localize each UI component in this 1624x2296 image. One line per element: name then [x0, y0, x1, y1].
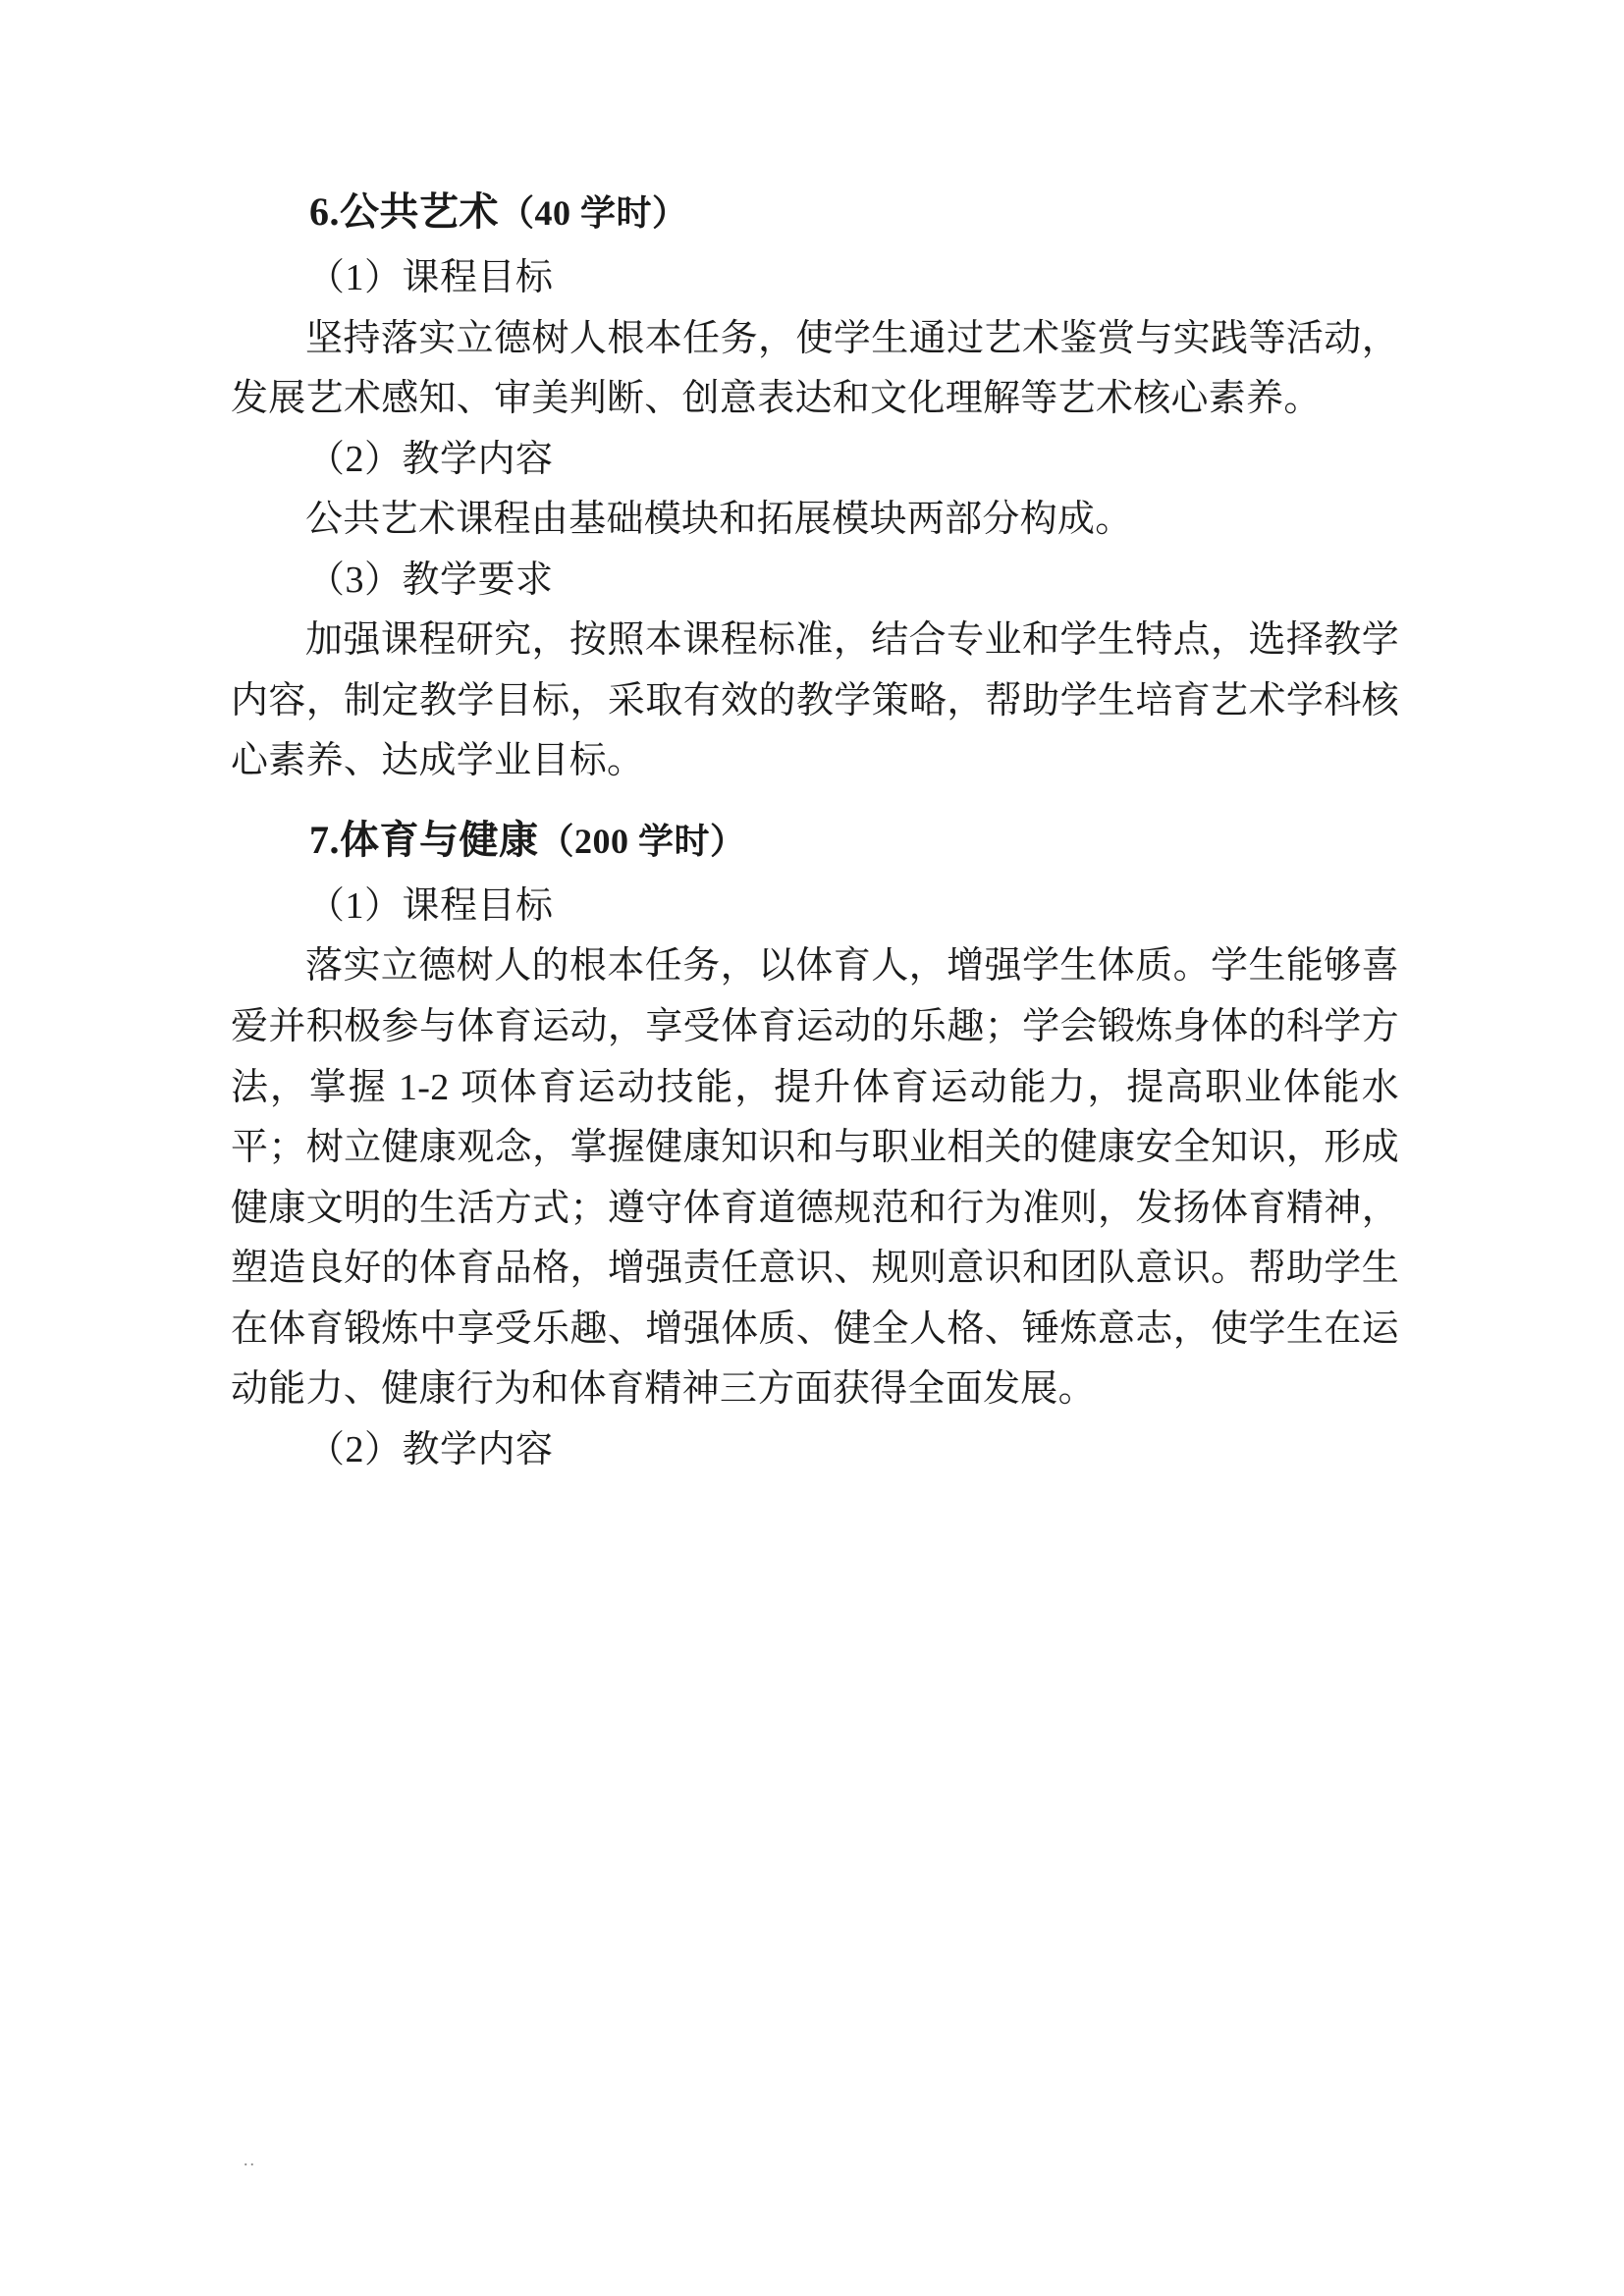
section-hours: （40 学时） — [499, 193, 688, 233]
item-body-teaching-content: 公共艺术课程由基础模块和拓展模块两部分构成。 — [305, 499, 1133, 541]
item-label-pe-teaching-content: （2）教学内容 — [307, 1428, 554, 1470]
item-label-teaching-requirements: （3）教学要求 — [307, 559, 554, 601]
item-label-pe-course-objectives: （1）课程目标 — [307, 884, 554, 927]
section-hours: （200 学时） — [538, 821, 746, 861]
document-content — [231, 182, 1399, 1480]
item-body-pe-course-objectives: 落实立德树人的根本任务，以体育人，增强学生体质。学生能够喜爱并积极参与体育运动，享受体育运动的乐趣；学会锻炼身体的科学方法，掌握 1-2 项体育运动技能，提升体育运动能力，提高职业体能水平；树立健康观念，掌握健康知识和与职业相关的健康安全知识，形成健康文明的生活方式；遵守体育道德规范和行为准则，发扬体育精神，塑造良好的体育品格，增强责任意识、规则意识和团队意识。帮助学生在体育锻炼中享受乐趣、增强体质、健全人格、锤炼意志，使学生在运动能力、健康行为和体育精神三方面获得全面发展。 — [231, 945, 1399, 1411]
item-body-course-objectives: 坚持落实立德树人根本任务，使学生通过艺术鉴赏与实践等活动，发展艺术感知、审美判断、创意表达和文化理解等艺术核心素养。 — [231, 317, 1399, 420]
item-label-course-objectives: （1）课程目标 — [307, 257, 554, 298]
section-title: 公共艺术 — [340, 189, 499, 234]
section-heading-public-art — [231, 182, 1399, 242]
section-number: 6. — [309, 189, 340, 234]
item-label-teaching-content: （2）教学内容 — [307, 438, 554, 480]
section-number: 7. — [309, 817, 340, 862]
section-title: 体育与健康 — [340, 817, 539, 862]
page-footer-mark: .. — [244, 2150, 256, 2169]
item-body-teaching-requirements: 加强课程研究，按照本课程标准，结合专业和学生特点，选择教学内容，制定教学目标，采取有效的教学策略，帮助学生培育艺术学科核心素养、达成学业目标。 — [231, 619, 1399, 782]
section-divider — [231, 792, 1399, 810]
section-heading-pe-health — [231, 810, 1399, 871]
